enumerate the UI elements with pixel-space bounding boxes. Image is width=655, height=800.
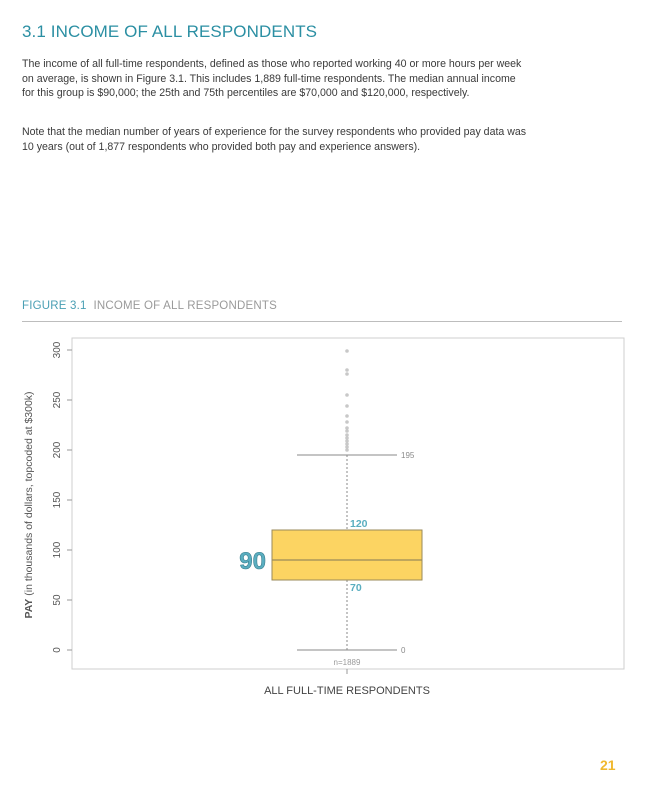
x-axis-label: ALL FULL-TIME RESPONDENTS (264, 685, 430, 697)
figure-number: FIGURE 3.1 (22, 300, 87, 312)
plot-frame (72, 338, 624, 669)
outlier-point (345, 368, 349, 372)
outlier-point (345, 404, 349, 408)
q1-label: 70 (350, 582, 362, 594)
whisker-low-label: 0 (401, 646, 406, 655)
outlier-point (345, 420, 349, 424)
outlier-point (345, 349, 349, 353)
y-tick-label: 0 (52, 647, 63, 653)
figure-title: INCOME OF ALL RESPONDENTS (93, 300, 277, 312)
y-tick-label: 300 (52, 341, 63, 359)
sample-size-label: n=1889 (333, 658, 361, 667)
outlier-point (345, 393, 349, 397)
y-tick-label: 50 (52, 594, 63, 606)
y-axis-title-rest: (in thousands of dollars, topcoded at $300k) (23, 391, 35, 599)
outlier-point (345, 433, 349, 437)
figure-caption (22, 300, 277, 312)
y-tick-label: 100 (52, 541, 63, 559)
page-number: 21 (600, 757, 616, 773)
section-title: 3.1 INCOME OF ALL RESPONDENTS (22, 22, 318, 41)
caption-divider (22, 321, 622, 322)
y-axis-title (23, 391, 35, 618)
iqr-box (272, 530, 422, 580)
whisker-high-label: 195 (401, 451, 415, 460)
outlier-point (345, 426, 349, 430)
y-tick-label: 200 (52, 441, 63, 459)
outlier-point (345, 372, 349, 376)
q3-label: 120 (350, 518, 368, 530)
y-tick-label: 150 (52, 491, 63, 509)
y-tick-label: 250 (52, 391, 63, 409)
median-label: 90 (239, 548, 266, 575)
body-paragraph-2: Note that the median number of years of experience for the survey respondents who provided pay data was 10 years (out of 1,877 respondents who provided both pay and experience answers). (22, 126, 527, 153)
outlier-point (345, 414, 349, 418)
box-plot-chart (0, 330, 655, 710)
y-axis-title-bold: PAY (23, 598, 35, 619)
body-paragraph-1: The income of all full-time respondents, defined as those who reported working 40 or more hours per week on average, is shown in Figure 3.1. This includes 1,889 full-time respondents. The median annual income for this group is $90,000; the 25th and 75th percentiles are $70,000 and $120,000, respectively. (22, 58, 522, 99)
